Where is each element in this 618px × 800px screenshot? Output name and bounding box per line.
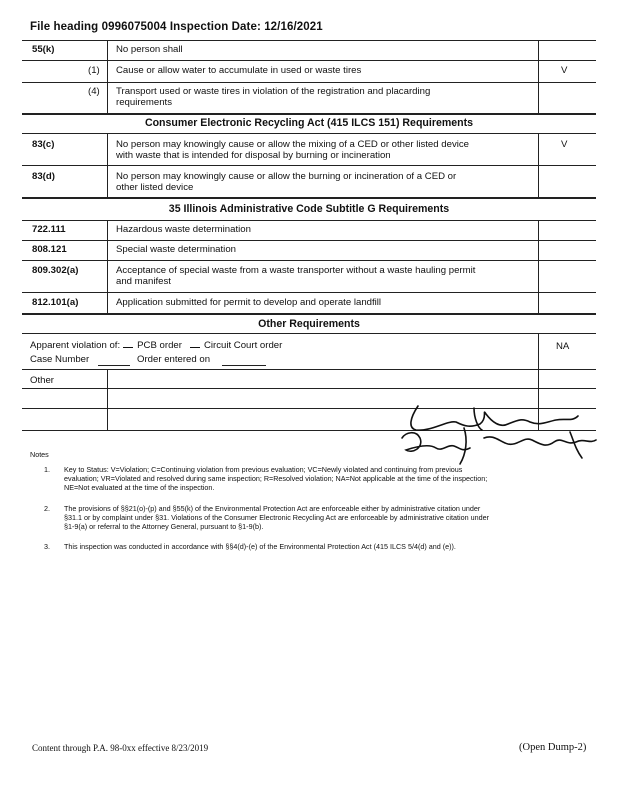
section-title-35iac: 35 Illinois Administrative Code Subtitle G Requirements (168, 203, 450, 215)
row-text: Application submitted for permit to develop and operate landfill (116, 297, 382, 308)
note-line: Key to Status: V=Violation; C=Continuing violation from previous evaluation; VC=Newly violated and continuing from previous (64, 465, 463, 474)
note-line: The provisions of §§21(o)-(p) and §55(k) of the Environmental Protection Act are enforceable either by administrative citation under (64, 504, 481, 513)
apparent-violation-label: Apparent violation of: (30, 340, 121, 351)
code-sub-1: (1) (88, 65, 100, 76)
section-title-other: Other Requirements (258, 318, 360, 330)
row-text: No person may knowingly cause or allow the mixing of a CED or other listed device (116, 139, 470, 150)
note-number: 1. (44, 465, 50, 474)
status-cell-na: NA (556, 341, 570, 352)
note-line: This inspection was conducted in accordance with §§4(d)-(e) of the Environmental Protection Act (415 ILCS 5/4(d) and (e)). (64, 542, 456, 551)
pcb-checkbox[interactable] (123, 339, 133, 348)
row-text-cont: and manifest (116, 276, 171, 287)
code-83c: 83(c) (32, 139, 55, 150)
signature-image (390, 398, 600, 466)
row-text: Hazardous waste determination (116, 224, 251, 235)
footer-right: (Open Dump-2) (519, 742, 587, 753)
note-line: §31.1 or by complaint under §31. Violations of the Consumer Electronic Recycling Act are enforceable by administrative citation under (64, 513, 489, 522)
circuit-court-label: Circuit Court order (203, 340, 283, 351)
circuit-court-checkbox[interactable] (190, 339, 200, 348)
code-812-101a: 812.101(a) (32, 297, 79, 308)
row-text: Acceptance of special waste from a waste transporter without a waste hauling permit (116, 265, 476, 276)
notes-label: Notes (30, 450, 49, 459)
row-text: No person shall (116, 44, 183, 55)
section-title-ced: Consumer Electronic Recycling Act (415 ILCS 151) Requirements (144, 117, 474, 129)
code-722-111: 722.111 (32, 224, 66, 235)
note-line: §1-9(a) or referral to the Attorney General, pursuant to §1-9(b). (64, 522, 264, 531)
row-text-cont: other listed device (116, 182, 194, 193)
row-text: Special waste determination (116, 244, 236, 255)
code-55k: 55(k) (32, 44, 55, 55)
row-text-cont: requirements (116, 97, 172, 108)
code-83d: 83(d) (32, 171, 55, 182)
code-809-302a: 809.302(a) (32, 265, 79, 276)
note-number: 2. (44, 504, 50, 513)
status-cell: V (561, 139, 568, 150)
note-line: evaluation; VR=Violated and resolved during same inspection; R=Resolved violation; NA=Not applicable at the time of the inspection; (64, 474, 488, 483)
file-heading: File heading 0996075004 Inspection Date: 12/16/2021 (30, 21, 323, 33)
footer-left: Content through P.A. 98-0xx effective 8/23/2019 (32, 743, 209, 753)
note-number: 3. (44, 542, 50, 551)
case-number-label: Case Number (30, 354, 90, 365)
code-808-121: 808.121 (32, 244, 67, 255)
row-text: Transport used or waste tires in violation of the registration and placarding (116, 86, 431, 97)
table-top-rule (22, 40, 596, 41)
pcb-order-label: PCB order (137, 340, 182, 351)
status-cell: V (561, 65, 568, 76)
order-entered-label: Order entered on (137, 354, 211, 365)
row-text: Cause or allow water to accumulate in used or waste tires (116, 65, 362, 76)
apparent-violation-row (30, 339, 282, 351)
code-sub-4: (4) (88, 86, 100, 97)
other-label: Other (30, 375, 54, 386)
note-line: NE=Not evaluated at the time of the inspection. (64, 483, 215, 492)
row-text: No person may knowingly cause or allow the burning or incineration of a CED or (116, 171, 457, 182)
row-text-cont: with waste that is intended for disposal by burning or incineration (116, 150, 391, 161)
